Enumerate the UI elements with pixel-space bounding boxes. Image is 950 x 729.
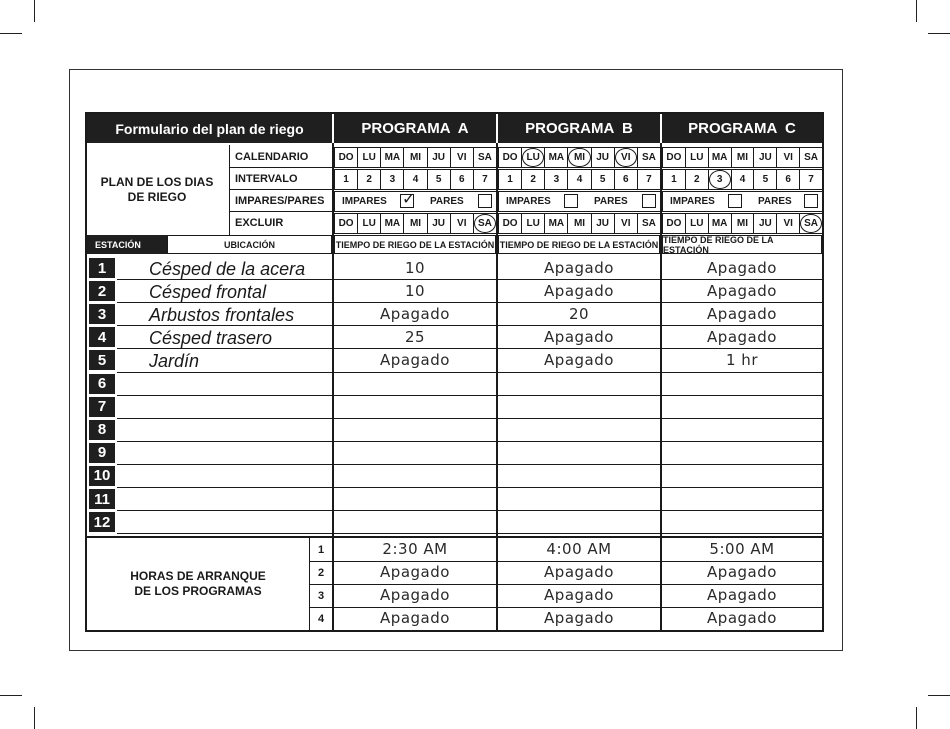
runtime-c[interactable]: Apagado: [707, 259, 777, 277]
crop-mark: [928, 33, 950, 34]
start-times-label: [87, 538, 309, 630]
interval-c-2[interactable]: 2: [685, 169, 709, 190]
station-location[interactable]: Césped de la acera: [149, 259, 306, 279]
calendar-day-b-ju[interactable]: JU: [591, 147, 615, 168]
station-location[interactable]: Césped frontal: [149, 282, 267, 303]
circle-mark: [800, 214, 822, 233]
interval-a-7[interactable]: 7: [473, 169, 497, 190]
circle-mark: [615, 148, 637, 167]
pares-label: PARES: [594, 196, 628, 207]
station-number: 10: [89, 466, 115, 486]
exclude-day-c-lu[interactable]: LU: [685, 213, 709, 234]
start-time-c[interactable]: Apagado: [707, 609, 777, 627]
calendar-day-b-sa[interactable]: SA: [637, 147, 661, 168]
station-number: 4: [89, 327, 115, 347]
exclude-day-a-vi[interactable]: VI: [450, 213, 474, 234]
circle-mark: [709, 170, 731, 189]
exclude-day-c-mi[interactable]: MI: [731, 213, 755, 234]
calendar-day-c-vi[interactable]: VI: [776, 147, 800, 168]
exclude-day-a-sa[interactable]: SA: [473, 213, 497, 234]
circle-mark: [568, 148, 590, 167]
exclude-day-b-ju[interactable]: JU: [591, 213, 615, 234]
impares-label: IMPARES: [342, 196, 387, 207]
calendar-day-a-ju[interactable]: JU: [427, 147, 451, 168]
runtime-header-a: TIEMPO DE RIEGO DE LA ESTACIÓN: [334, 235, 496, 254]
runtime-b[interactable]: Apagado: [544, 282, 614, 301]
location-header: UBICACIÓN: [167, 235, 332, 254]
interval-c-3[interactable]: 3: [708, 169, 732, 190]
runtime-b[interactable]: 20: [568, 305, 590, 324]
calendar-day-a-do[interactable]: DO: [334, 147, 358, 168]
impares-checkbox[interactable]: [728, 194, 742, 208]
exclude-day-a-lu[interactable]: LU: [357, 213, 381, 234]
station-number: 12: [89, 512, 115, 532]
row-divider: [117, 302, 822, 303]
interval-a-3[interactable]: 3: [380, 169, 404, 190]
runtime-a[interactable]: 10: [404, 282, 426, 301]
runtime-b[interactable]: Apagado: [544, 351, 614, 370]
crop-mark: [0, 695, 22, 696]
exclude-day-b-ma[interactable]: MA: [544, 213, 568, 234]
interval-a-1[interactable]: 1: [334, 169, 358, 190]
calendar-day-a-sa[interactable]: SA: [473, 147, 497, 168]
interval-c-7[interactable]: 7: [799, 169, 823, 190]
exclude-day-b-sa[interactable]: SA: [637, 213, 661, 234]
divider: [229, 211, 332, 212]
label-impares-pares: IMPARES/PARES: [235, 195, 325, 207]
interval-c-4[interactable]: 4: [731, 169, 755, 190]
start-time-b[interactable]: Apagado: [544, 586, 614, 604]
start-time-number: 2: [309, 561, 332, 584]
label-intervalo: INTERVALO: [235, 173, 298, 185]
program-a-header: PROGRAMA A: [334, 114, 496, 143]
station-header: ESTACIÓN: [87, 235, 167, 254]
label-excluir: EXCLUIR: [235, 217, 284, 229]
calendar-day-a-vi[interactable]: VI: [450, 147, 474, 168]
pares-label: PARES: [430, 196, 464, 207]
row-divider: [117, 279, 822, 280]
runtime-header-c: TIEMPO DE RIEGO DE LA ESTACIÓN: [662, 235, 822, 254]
calendar-day-c-ma[interactable]: MA: [708, 147, 732, 168]
impares-checkbox[interactable]: [400, 191, 416, 208]
interval-c-5[interactable]: 5: [753, 169, 777, 190]
station-location[interactable]: Césped trasero: [149, 328, 273, 349]
station-number: 11: [89, 489, 115, 509]
station-number: 2: [89, 281, 115, 301]
interval-a-2[interactable]: 2: [357, 169, 381, 190]
start-time-a[interactable]: Apagado: [380, 586, 450, 604]
pares-checkbox[interactable]: [478, 194, 492, 208]
interval-b-7[interactable]: 7: [637, 169, 661, 190]
exclude-day-a-ma[interactable]: MA: [380, 213, 404, 234]
calendar-day-a-mi[interactable]: MI: [403, 147, 427, 168]
start-time-number: 3: [309, 584, 332, 607]
crop-mark: [0, 33, 22, 34]
calendar-day-c-mi[interactable]: MI: [731, 147, 755, 168]
calendar-day-c-ju[interactable]: JU: [753, 147, 777, 168]
calendar-day-b-ma[interactable]: MA: [544, 147, 568, 168]
form-title: Formulario del plan de riego: [87, 114, 332, 143]
calendar-day-c-sa[interactable]: SA: [799, 147, 823, 168]
divider: [229, 145, 230, 235]
start-time-c[interactable]: 5:00 AM: [709, 540, 775, 558]
interval-a-6[interactable]: 6: [450, 169, 474, 190]
exclude-day-b-do[interactable]: DO: [498, 213, 522, 234]
impares-label: IMPARES: [506, 196, 551, 207]
interval-b-5[interactable]: 5: [591, 169, 615, 190]
station-number: 3: [89, 304, 115, 324]
checkmark-icon: ✓: [402, 191, 416, 208]
runtime-c[interactable]: Apagado: [707, 282, 777, 301]
exclude-day-c-do[interactable]: DO: [662, 213, 686, 234]
exclude-day-b-vi[interactable]: VI: [614, 213, 638, 234]
start-time-a[interactable]: 2:30 AM: [382, 540, 448, 558]
row-divider: [117, 487, 822, 488]
station-number: 5: [89, 350, 115, 370]
plan-days-label: [87, 145, 227, 235]
start-time-c[interactable]: Apagado: [707, 586, 777, 604]
circle-mark: [474, 214, 496, 233]
calendar-day-b-do[interactable]: DO: [498, 147, 522, 168]
interval-c-1[interactable]: 1: [662, 169, 686, 190]
calendar-day-a-lu[interactable]: LU: [357, 147, 381, 168]
row-divider: [117, 348, 822, 349]
interval-c-6[interactable]: 6: [776, 169, 800, 190]
calendar-day-b-mi[interactable]: MI: [567, 147, 591, 168]
exclude-day-c-ma[interactable]: MA: [708, 213, 732, 234]
exclude-day-a-do[interactable]: DO: [334, 213, 358, 234]
label-calendario: CALENDARIO: [235, 151, 309, 163]
calendar-day-a-ma[interactable]: MA: [380, 147, 404, 168]
runtime-header-b: TIEMPO DE RIEGO DE LA ESTACIÓN: [498, 235, 660, 254]
station-location[interactable]: Jardín: [149, 351, 200, 372]
runtime-c[interactable]: Apagado: [707, 305, 777, 324]
pares-label: PARES: [758, 196, 792, 207]
calendar-day-b-lu[interactable]: LU: [521, 147, 545, 168]
impares-checkbox[interactable]: [564, 194, 578, 208]
plan-days-label-line2: DE RIEGO: [127, 190, 187, 204]
divider: [229, 189, 332, 190]
exclude-day-c-vi[interactable]: VI: [776, 213, 800, 234]
start-time-a[interactable]: Apagado: [380, 609, 450, 627]
station-number: 7: [89, 397, 115, 417]
crop-mark: [916, 707, 917, 729]
runtime-a[interactable]: 25: [404, 328, 426, 347]
row-divider: [117, 464, 822, 465]
interval-a-4[interactable]: 4: [403, 169, 427, 190]
row-divider: [117, 418, 822, 419]
runtime-c[interactable]: 1 hr: [726, 351, 758, 370]
exclude-day-b-mi[interactable]: MI: [567, 213, 591, 234]
runtime-c[interactable]: Apagado: [707, 328, 777, 347]
watering-plan-form: [85, 112, 824, 632]
calendar-day-c-lu[interactable]: LU: [685, 147, 709, 168]
crop-mark: [928, 695, 950, 696]
exclude-day-a-ju[interactable]: JU: [427, 213, 451, 234]
station-number: 9: [89, 443, 115, 463]
interval-b-6[interactable]: 6: [614, 169, 638, 190]
station-location[interactable]: Arbustos frontales: [149, 305, 295, 326]
crop-mark: [34, 0, 35, 22]
runtime-b[interactable]: Apagado: [544, 328, 614, 347]
start-time-a[interactable]: Apagado: [380, 563, 450, 581]
interval-b-3[interactable]: 3: [544, 169, 568, 190]
row-divider: [117, 441, 822, 442]
crop-mark: [34, 707, 35, 729]
pares-checkbox[interactable]: [642, 194, 656, 208]
row-divider: [117, 395, 822, 396]
start-time-b[interactable]: Apagado: [544, 609, 614, 627]
interval-b-4[interactable]: 4: [567, 169, 591, 190]
pares-checkbox[interactable]: [804, 194, 818, 208]
interval-a-5[interactable]: 5: [427, 169, 451, 190]
exclude-day-a-mi[interactable]: MI: [403, 213, 427, 234]
exclude-day-c-sa[interactable]: SA: [799, 213, 823, 234]
interval-b-1[interactable]: 1: [498, 169, 522, 190]
row-divider: [117, 510, 822, 511]
start-times-label-line2: DE LOS PROGRAMAS: [134, 584, 262, 598]
calendar-day-b-vi[interactable]: VI: [614, 147, 638, 168]
start-time-number: 1: [309, 538, 332, 561]
start-time-c[interactable]: Apagado: [707, 563, 777, 581]
row-divider: [117, 325, 822, 326]
exclude-day-b-lu[interactable]: LU: [521, 213, 545, 234]
start-time-b[interactable]: 4:00 AM: [546, 540, 612, 558]
plan-days-label-line1: PLAN DE LOS DIAS: [100, 175, 214, 189]
program-c-header: PROGRAMA C: [662, 114, 822, 143]
divider: [229, 167, 332, 168]
start-times-label-line1: HORAS DE ARRANQUE: [130, 569, 266, 583]
row-divider: [117, 372, 822, 373]
exclude-day-c-ju[interactable]: JU: [753, 213, 777, 234]
start-time-number: 4: [309, 607, 332, 630]
runtime-b[interactable]: Apagado: [544, 259, 614, 277]
crop-mark: [916, 0, 917, 22]
start-time-b[interactable]: Apagado: [544, 563, 614, 581]
station-number: 1: [89, 258, 115, 278]
runtime-a[interactable]: Apagado: [380, 351, 450, 370]
station-number: 6: [89, 374, 115, 394]
runtime-a[interactable]: Apagado: [380, 305, 450, 324]
impares-label: IMPARES: [670, 196, 715, 207]
row-divider: [117, 533, 822, 534]
station-number: 8: [89, 420, 115, 440]
interval-b-2[interactable]: 2: [521, 169, 545, 190]
program-b-header: PROGRAMA B: [498, 114, 660, 143]
runtime-a[interactable]: 10: [404, 259, 426, 277]
calendar-day-c-do[interactable]: DO: [662, 147, 686, 168]
